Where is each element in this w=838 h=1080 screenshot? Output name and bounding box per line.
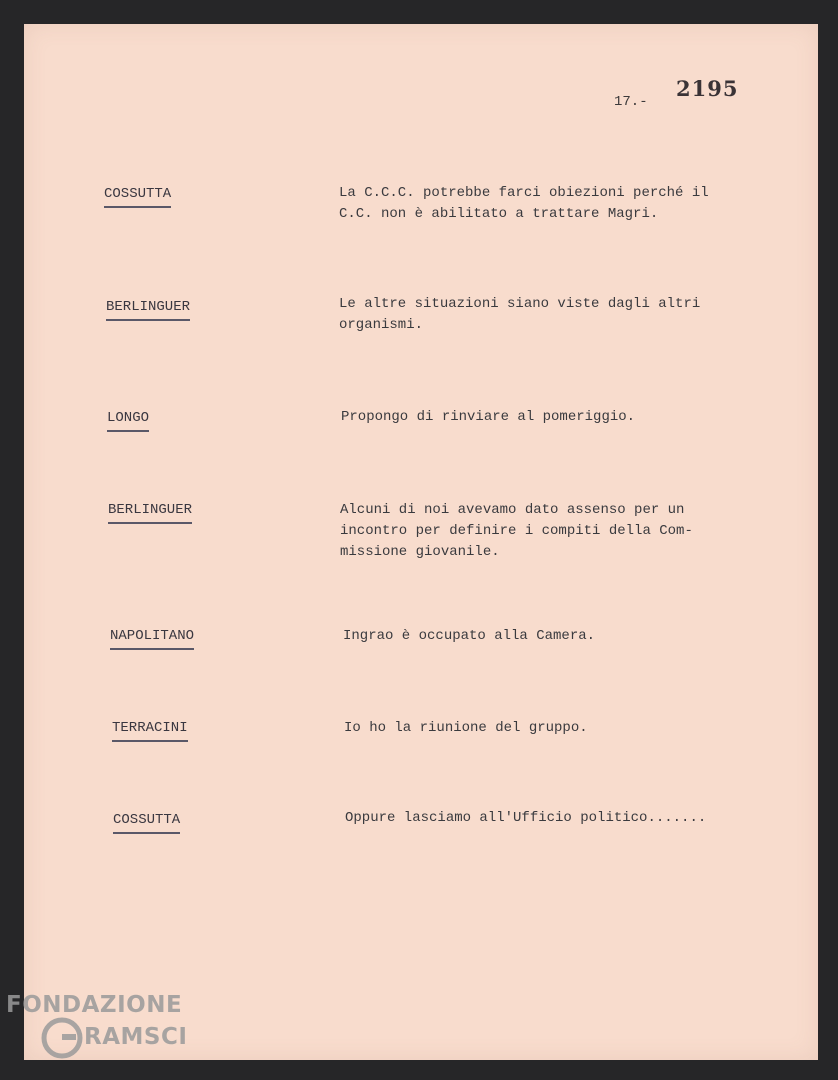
speech-text: Le altre situazioni siano viste dagli altri organismi. (339, 296, 701, 333)
speaker-name: TERRACINI (112, 720, 188, 742)
speaker-name: LONGO (107, 410, 149, 432)
svg-text:RAMSCI: RAMSCI (84, 1024, 188, 1050)
speaker-name: BERLINGUER (108, 502, 192, 524)
speech-text: La C.C.C. potrebbe farci obiezioni perché il C.C. non è abilitato a trattare Magri. (339, 185, 709, 222)
archive-number-stamp: 2195 (676, 76, 739, 101)
speaker-name: COSSUTTA (104, 186, 171, 208)
speech-text: Oppure lasciamo all'Ufficio politico....... (345, 810, 707, 826)
page-reference: 17.- (614, 94, 648, 110)
speech-text: Ingrao è occupato alla Camera. (343, 628, 596, 644)
speech-text: Alcuni di noi avevamo dato assenso per un incontro per definire i compiti della Com- missione giovanile. (340, 502, 693, 560)
speech-text: Io ho la riunione del gruppo. (344, 720, 588, 736)
speaker-name: BERLINGUER (106, 299, 190, 321)
speaker-name: COSSUTTA (113, 812, 180, 834)
speech-text: Propongo di rinviare al pomeriggio. (341, 409, 636, 425)
speaker-name: NAPOLITANO (110, 628, 194, 650)
svg-text:FONDAZIONE: FONDAZIONE (6, 992, 183, 1018)
